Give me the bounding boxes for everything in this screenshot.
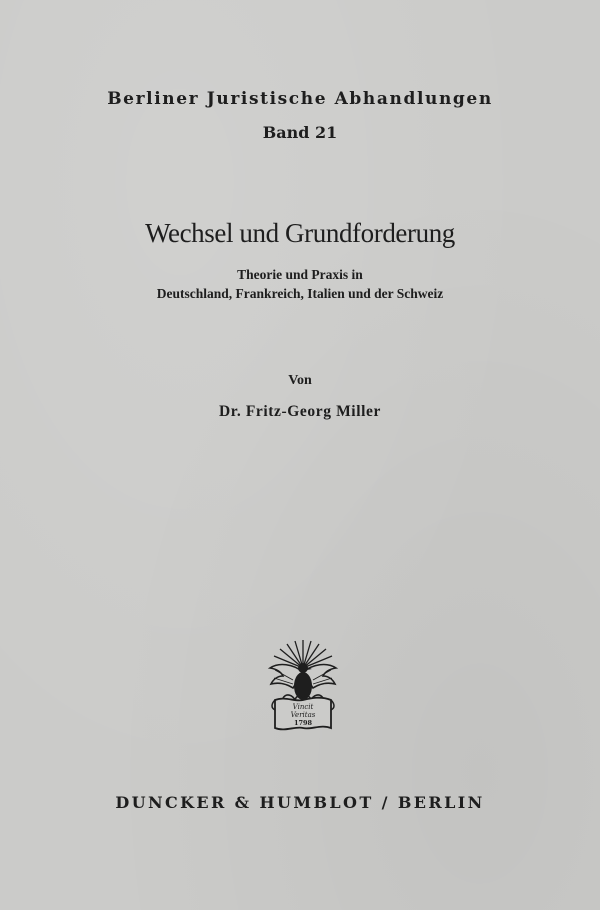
series-title: Berliner Juristische Abhandlungen <box>107 89 493 109</box>
emblem-text-2: Veritas <box>290 711 316 719</box>
book-title: Wechsel und Grundforderung <box>145 218 455 248</box>
emblem-text-3: 1798 <box>293 719 313 727</box>
volume-number: Band 21 <box>262 123 338 142</box>
author-name: Dr. Fritz-Georg Miller <box>219 403 381 420</box>
publisher-imprint: DUNCKER & HUMBLOT / BERLIN <box>115 793 485 812</box>
subtitle-line-2: Deutschland, Frankreich, Italien und der Schweiz <box>156 286 444 301</box>
by-label: Von <box>288 373 312 388</box>
phoenix-emblem-icon <box>265 638 341 738</box>
subtitle-line-1: Theorie und Praxis in <box>237 267 363 282</box>
emblem-text-1: Vincit <box>292 703 314 711</box>
